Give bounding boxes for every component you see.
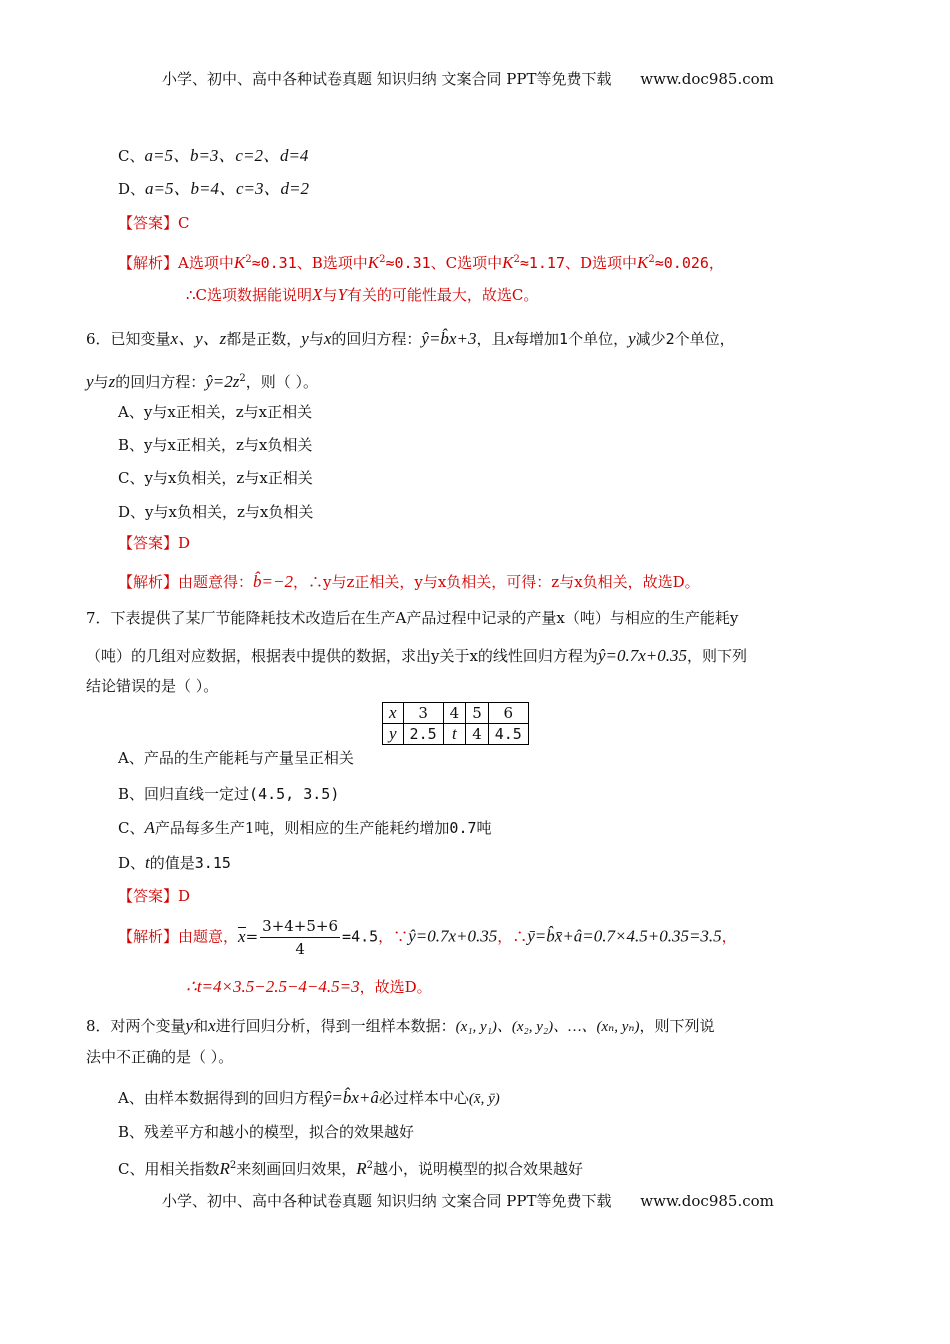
q7-stem-line3: 结论错误的是（ ）。 — [86, 677, 219, 695]
q6-stem-line2: y与z的回归方程：$ŷ=2z^2$，则（ ）。 — [86, 372, 318, 391]
table-cell: 4 — [466, 724, 489, 745]
footer-site: www.doc985.com — [640, 1192, 774, 1210]
q6-option-c: C、y与x负相关，z与x正相关 — [118, 469, 313, 487]
q8-option-b: B、残差平方和越小的模型，拟合的效果越好 — [118, 1123, 415, 1141]
page-footer — [162, 1190, 774, 1211]
footer-text: 小学、初中、高中各种试卷真题 知识归纳 文案合同 PPT等免费下载 — [162, 1192, 612, 1210]
q8-option-c: C、用相关指数$R^2$来刻画回归效果，$R^2$越小，说明模型的拟合效果越好 — [118, 1159, 584, 1178]
q8-stem-line2: 法中不正确的是（ ）。 — [86, 1048, 234, 1066]
table-cell: 6 — [488, 703, 528, 724]
q7-analysis-line2: ∴t=4×3.5−2.5−4−4.5=3，故选D。 — [186, 977, 432, 996]
q7-answer: 【答案】D — [118, 887, 191, 905]
q7-data-table — [382, 702, 529, 745]
q6-stem-line1: 6．已知变量x、y、z都是正数，y与x的回归方程：ŷ=b̂x+3，且x每增加1个单位，y减少2个单位， — [86, 329, 735, 348]
q6-answer: 【答案】D — [118, 534, 191, 552]
table-cell: 3 — [403, 703, 443, 724]
table-cell: 5 — [466, 703, 489, 724]
q6-option-b: B、y与x正相关，z与x负相关 — [118, 436, 313, 454]
q7-stem-line1: 7．下表提供了某厂节能降耗技术改造后在生产A产品过程中记录的产量x（吨）与相应的生产能耗y — [86, 609, 739, 627]
table-row — [383, 724, 529, 745]
page-header — [162, 68, 774, 89]
mean-fraction: $\frac{3+4+5+6}{4}$ — [262, 917, 339, 958]
q7-option-c: C、A产品每多生产1吨，则相应的生产能耗约增加0.7吨 — [118, 818, 492, 837]
q5-analysis: 【解析】A选项中$K^2\approx 0.31$、B选项中$K^2\approx 0.31$、C选项中$K^2\approx 1.17$、D选项中$K^2\approx 0.026$， — [118, 253, 724, 272]
q5-conclusion: ∴C选项数据能说明X与Y有关的可能性最大，故选C。 — [186, 285, 539, 304]
q7-option-d: D、t的值是3.15 — [118, 853, 231, 872]
q6-analysis: 【解析】由题意得：b̂=−2，∴y与z正相关，y与x负相关，可得：z与x负相关，故选D。 — [118, 572, 700, 591]
q5-answer: 【答案】C — [118, 214, 190, 232]
table-cell: x — [383, 703, 404, 724]
header-text: 小学、初中、高中各种试卷真题 知识归纳 文案合同 PPT等免费下载 — [162, 70, 612, 88]
table-cell: 4.5 — [488, 724, 528, 745]
q7-option-a: A、产品的生产能耗与产量呈正相关 — [118, 749, 354, 767]
q8-option-a: A、由样本数据得到的回归方程ŷ=b̂x+â必过样本中心(x̄, ȳ) — [118, 1088, 500, 1107]
q6-option-d: D、y与x负相关，z与x负相关 — [118, 503, 314, 521]
table-cell: y — [383, 724, 404, 745]
table-cell: 2.5 — [403, 724, 443, 745]
q5-option-d: D、a=5、b=4、c=3、d=2 — [118, 179, 309, 198]
q5-option-c: C、a=5、b=3、c=2、d=4 — [118, 146, 309, 165]
table-row — [383, 703, 529, 724]
q7-option-b: B、回归直线一定过(4.5, 3.5) — [118, 785, 340, 803]
table-cell: t — [443, 724, 466, 745]
q8-stem-line1: 8．对两个变量y和x进行回归分析，得到一组样本数据：(x₁, y₁)、(x₂, y₂)、…、(xₙ, yₙ)，则下列说 — [86, 1016, 715, 1035]
q7-analysis-line1: 【解析】由题意，x= $\frac{3+4+5+6}{4}$ =4.5，∵ŷ=0.7x+0.35，∴ȳ=b̂x̄+â=0.7×4.5+0.35=3.5， — [118, 917, 737, 958]
header-site: www.doc985.com — [640, 70, 774, 88]
q7-stem-line2: （吨）的几组对应数据，根据表中提供的数据，求出y关于x的线性回归方程为ŷ=0.7x+0.35，则下列 — [86, 646, 747, 665]
q6-option-a: A、y与x正相关，z与x正相关 — [118, 403, 313, 421]
table-cell: 4 — [443, 703, 466, 724]
